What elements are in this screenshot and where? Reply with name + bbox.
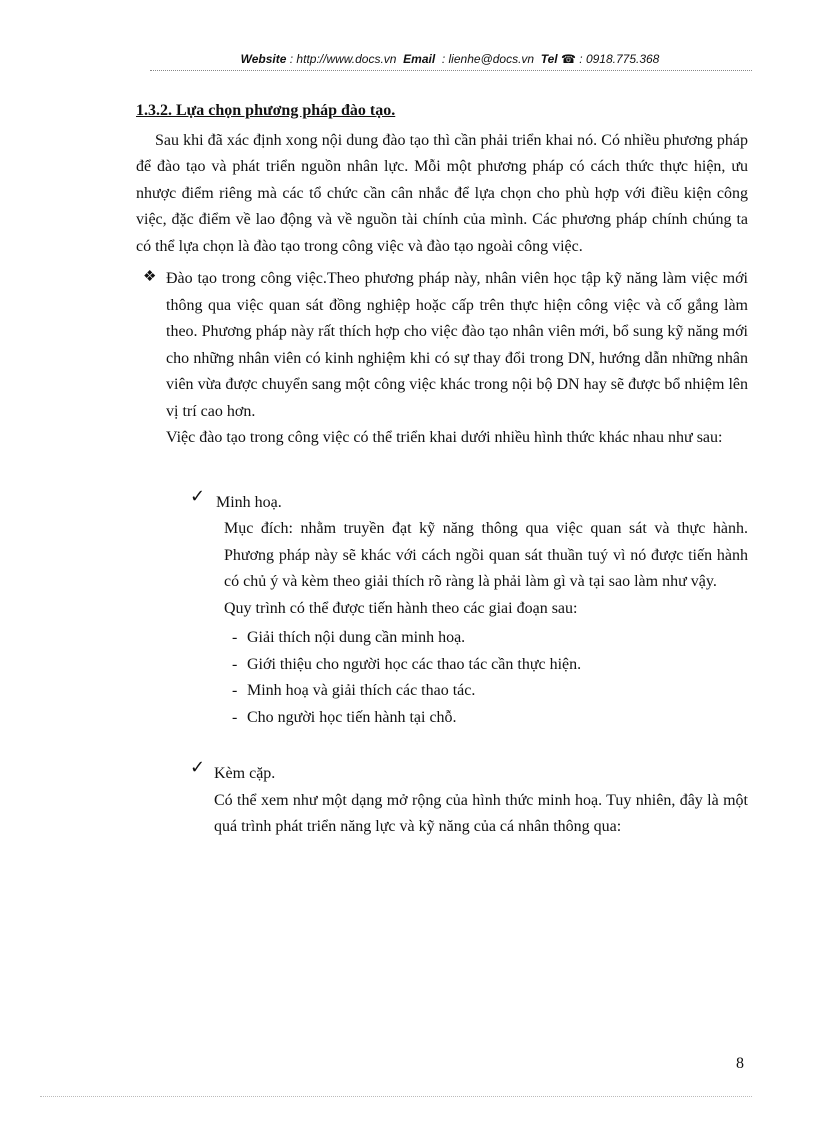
section-heading: 1.3.2. Lựa chọn phương pháp đào tạo. [136,102,396,119]
intro-paragraph: Sau khi đã xác định xong nội dung đào tạo thì cần phải triển khai nó. Có nhiều phương pháp để đào tạo và phát triển nguồn nhân lực. Mỗi một phương pháp có cách thức thực hiện, ưu nhược điểm riêng mà các tổ chức cần cân nhắc để lựa chọn cho phù hợp với điều kiện công việc, đặc điểm về lao động và về nguồn tài chính của mình. Các phương pháp chính chúng ta có thể lựa chọn là đào tạo trong công việc và đào tạo ngoài công việc. [136,131,748,255]
page-header [150,52,750,68]
email-value: : lienhe@docs.vn [441,52,535,66]
item-title: Minh hoạ. [216,493,282,511]
email-label: Email [403,52,436,66]
list-item: - Cho người học tiến hành tại chỗ. [232,708,457,726]
checkmark-icon: ✓ [190,485,206,507]
page-number: 8 [736,1055,744,1072]
check-item-kem-cap [136,757,748,841]
header-divider [150,70,752,71]
website-value: : http://www.docs.vn [289,52,397,66]
bullet-follow-text: Việc đào tạo trong công việc có thể triển khai dưới nhiều hình thức khác nhau như sau: [166,429,723,446]
list-item: - Giải thích nội dung cần minh hoạ. [232,629,466,646]
item-purpose: Mục đích: nhằm truyền đạt kỹ năng thông qua việc quan sát và thực hành. Phương pháp này sẽ khác với cách ngồi quan sát thuần tuý vì nó được tiến hành có chủ ý và kèm theo giải thích rõ ràng là phải làm gì và tại sao làm như vậy. [224,520,748,590]
item-purpose: Có thể xem như một dạng mở rộng của hình thức minh hoạ. Tuy nhiên, đây là một quá trình phát triển năng lực và kỹ năng của cá nhân thông qua: [214,791,748,835]
item-title: Kèm cặp. [214,765,276,782]
document-body [136,98,748,841]
process-intro: Quy trình có thể được tiến hành theo các giai đoạn sau: [224,599,578,617]
tel-value: ☎ : 0918.775.368 [561,52,660,66]
process-steps [220,625,748,731]
check-item-minh-hoa [136,485,748,732]
list-item: - Giới thiệu cho người học các thao tác cần thực hiện. [232,655,582,673]
checkmark-icon: ✓ [190,757,206,778]
website-label: Website [240,52,287,66]
footer-divider [40,1096,752,1097]
list-item: - Minh hoạ và giải thích các thao tác. [232,682,476,699]
tel-label: Tel [540,52,558,66]
bullet-text: Đào tạo trong công việc.Theo phương pháp này, nhân viên học tập kỹ năng làm việc mới thông qua việc quan sát đồng nghiệp hoặc cấp trên thực hiện công việc và cố gắng làm theo. Phương pháp này rất thích hợp cho việc đào tạo nhân viên mới, bổ sung kỹ năng mới cho những nhân viên có kinh nghiệm khi có sự thay đổi trong DN, hướng dẫn những nhân viên vừa được chuyển sang một công việc khác trong nội bộ DN hay sẽ được bổ nhiệm lên vị trí cao hơn. [166,270,748,420]
diamond-bullet-icon: ❖ [143,269,157,285]
bullet-item [136,266,748,425]
